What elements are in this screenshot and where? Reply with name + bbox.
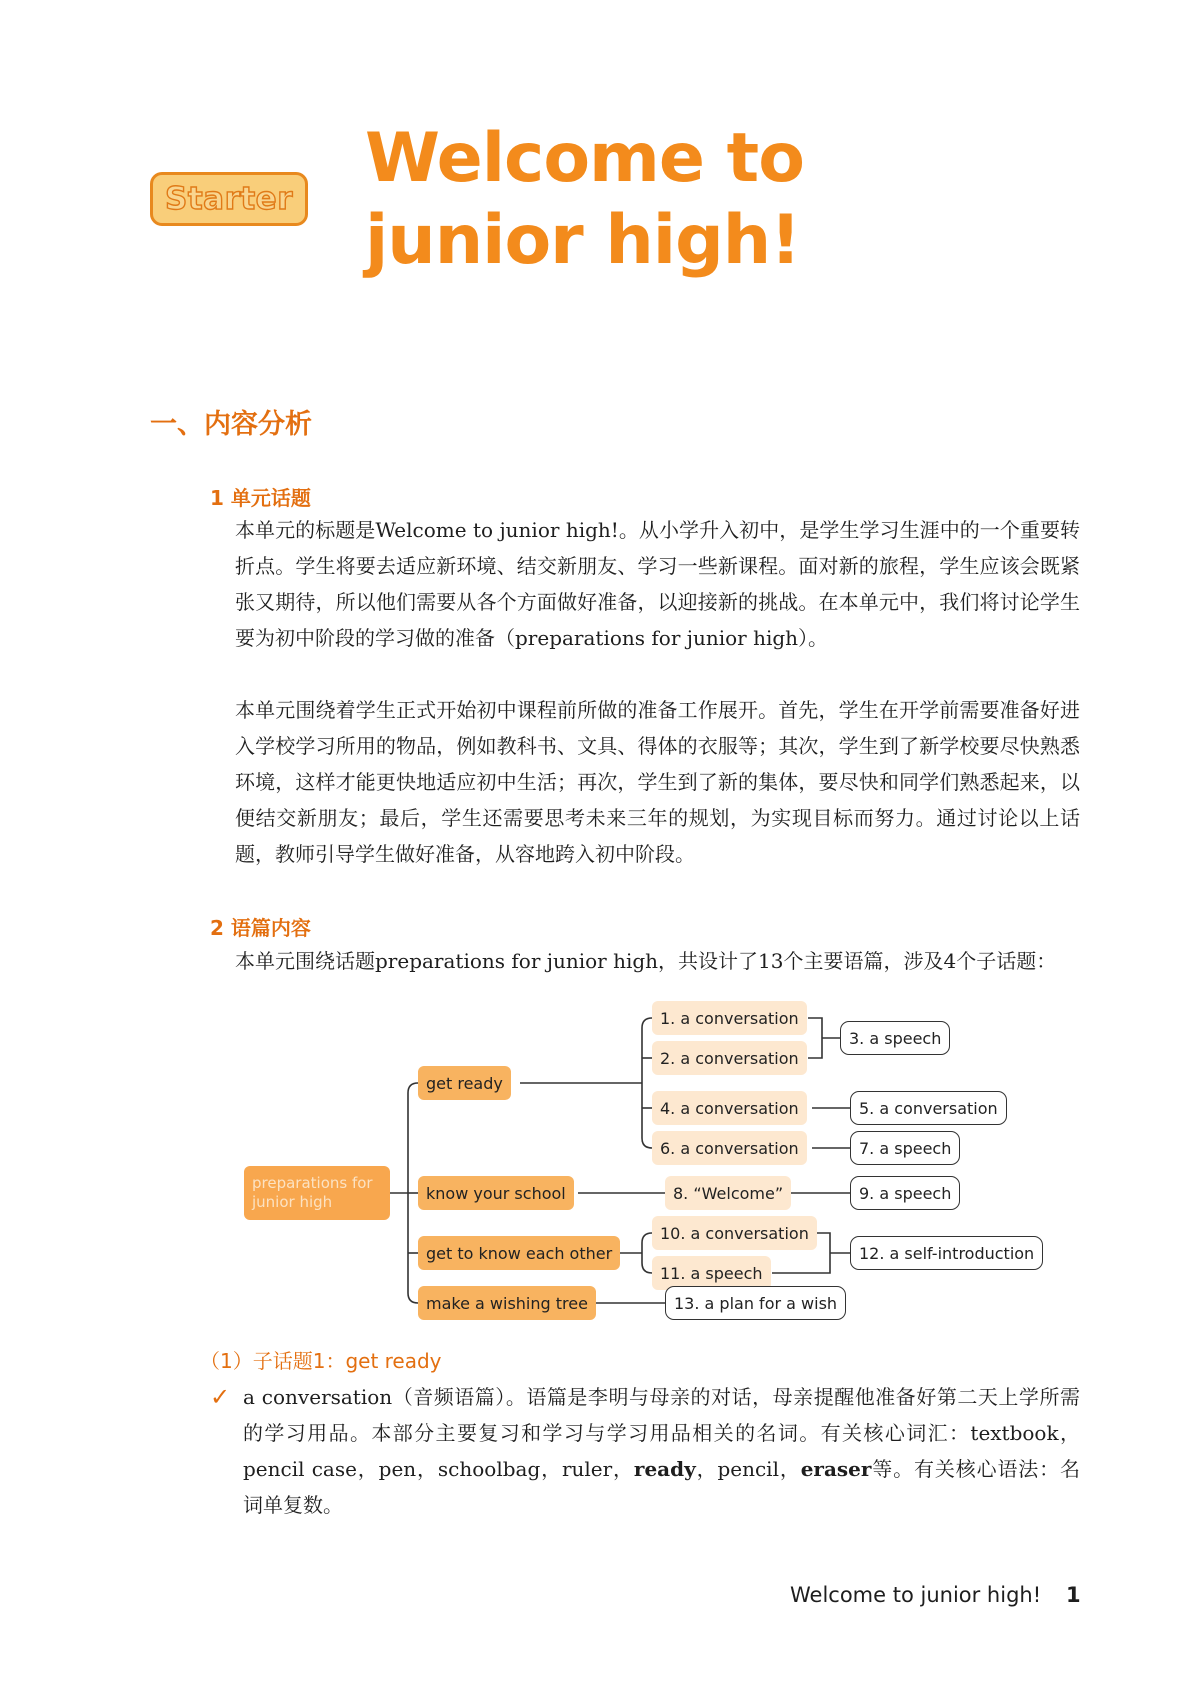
paragraph-subtopic1: a conversation（音频语篇）。语篇是李明与母亲的对话，母亲提醒他准备好第二天上学所需的学习用品。本部分主要复习和学习与学习用品相关的名词。有关核心词汇：textbook，pencil case，pen，schoolbag，ruler，ready，pencil，eraser等。有关核心语法：名词单复数。: [243, 1385, 1081, 1517]
paragraph-text-intro: 本单元围绕话题preparations for junior high，共设计了13个主要语篇，涉及4个子话题：: [235, 949, 1057, 973]
subtopic-node-make-a-wishing-tree: make a wishing tree: [418, 1286, 596, 1320]
text-node: 2. a conversation: [652, 1041, 807, 1075]
subheading-unit-topic: 1 单元话题: [210, 486, 311, 510]
text-node: 5. a conversation: [850, 1091, 1007, 1125]
text-node: 4. a conversation: [652, 1091, 807, 1125]
badge-label: Starter: [165, 181, 293, 217]
text-node: 3. a speech: [840, 1021, 950, 1055]
mindmap-root-node: preparations for junior high: [244, 1166, 390, 1220]
paragraph-unit-overview: 本单元围绕着学生正式开始初中课程前所做的准备工作展开。首先，学生在开学前需要准备好进入学校学习所用的物品，例如教科书、文具、得体的衣服等；其次，学生到了新学校要尽快熟悉环境，这样才能更快地适应初中生活；再次，学生到了新的集体，要尽快和同学们熟悉起来，以便结交新朋友；最后，学生还需要思考未来三年的规划，为实现目标而努力。通过讨论以上话题，教师引导学生做好准备，从容地跨入初中阶段。: [235, 698, 1080, 866]
text-node: 7. a speech: [850, 1131, 960, 1165]
page-number: 1: [1066, 1583, 1081, 1607]
section-heading: 一、内容分析: [150, 409, 312, 440]
subtopic-node-know-your-school: know your school: [418, 1176, 574, 1210]
subheading-text-content: 2 语篇内容: [210, 916, 311, 940]
text-node: 13. a plan for a wish: [665, 1286, 846, 1320]
text-node: 6. a conversation: [652, 1131, 807, 1165]
paragraph-unit-topic: 本单元的标题是Welcome to junior high!。从小学升入初中，是学生学习生涯中的一个重要转折点。学生将要去适应新环境、结交新朋友、学习一些新课程。面对新的旅程，学生应该会既紧张又期待，所以他们需要从各个方面做好准备，以迎接新的挑战。在本单元中，我们将讨论学生要为初中阶段的学习做的准备（preparations for junior high）。: [235, 518, 1080, 650]
subtopic-node-get-to-know-each-other: get to know each other: [418, 1236, 620, 1270]
text-node: 1. a conversation: [652, 1001, 807, 1035]
footer-title: Welcome to junior high!: [790, 1583, 1042, 1607]
text-node: 11. a speech: [652, 1256, 771, 1290]
text-node: 9. a speech: [850, 1176, 960, 1210]
text-node: 12. a self-introduction: [850, 1236, 1043, 1270]
topic-mindmap: [240, 1000, 1080, 1320]
subtopic-node-get-ready: get ready: [418, 1066, 511, 1100]
check-icon: ✓: [210, 1383, 231, 1411]
starter-badge: [150, 172, 308, 226]
text-node: 8. “Welcome”: [665, 1176, 791, 1210]
text-node: 10. a conversation: [652, 1216, 817, 1250]
subtopic-heading: （1）子话题1：get ready: [200, 1349, 442, 1373]
page-title: Welcome to junior high!: [365, 119, 804, 280]
